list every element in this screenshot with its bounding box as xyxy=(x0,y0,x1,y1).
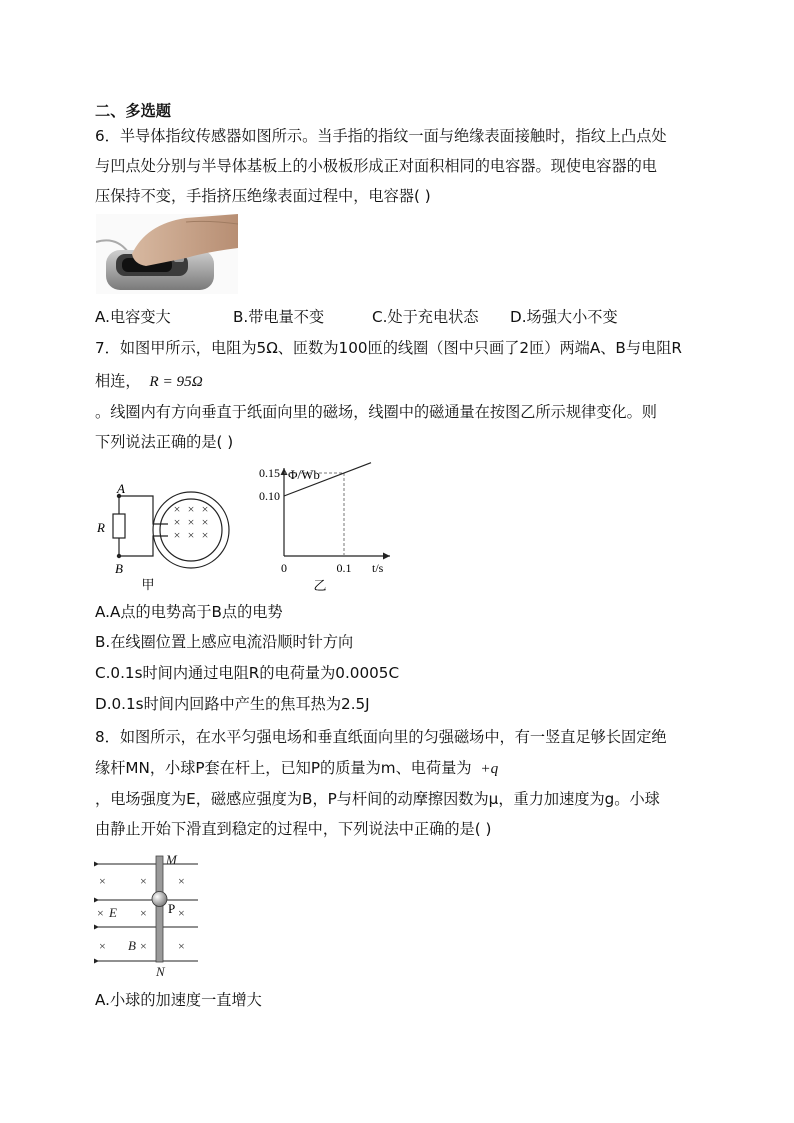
q7-resistance-formula: R = 95Ω xyxy=(149,373,203,390)
q7-option-d: D.0.1s时间内回路中产生的焦耳热为2.5J xyxy=(95,695,370,713)
q8-line-2 xyxy=(95,758,498,779)
q6-option-c: C.处于充电状态 xyxy=(372,308,479,326)
field-rod-figure xyxy=(94,850,206,978)
q7-option-b: B.在线圈位置上感应电流沿顺时针方向 xyxy=(95,633,354,651)
caption-yi: 乙 xyxy=(313,578,327,592)
q7-line-3: 。线圈内有方向垂直于纸面向里的磁场，线圈中的磁通量在按图乙所示规律变化。则 xyxy=(95,403,657,421)
field-x-mark: × xyxy=(201,528,209,542)
q6-option-a: A.电容变大 xyxy=(95,308,171,326)
label-n: N xyxy=(156,964,165,978)
field-x-mark: × xyxy=(187,502,195,516)
field-x-mark: × xyxy=(178,939,185,953)
field-x-mark: × xyxy=(140,906,147,920)
field-x-mark: × xyxy=(187,515,195,529)
q6-line-2: 与凹点处分别与半导体基板上的小极板形成正对面积相同的电容器。现使电容器的电 xyxy=(95,157,657,175)
label-p: P xyxy=(168,901,176,916)
field-x-mark: × xyxy=(201,502,209,516)
q8-line-1: 8．如图所示，在水平匀强电场和垂直纸面向里的匀强磁场中，有一竖直足够长固定绝 xyxy=(95,728,667,746)
label-e: E xyxy=(109,905,117,920)
field-x-mark: × xyxy=(97,906,104,920)
field-x-mark: × xyxy=(99,939,106,953)
y-tick-label: 0.15 xyxy=(259,466,280,480)
fingerprint-sensor-photo xyxy=(96,214,238,294)
y-tick-label: 0.10 xyxy=(259,489,280,503)
flux-graph-yi xyxy=(250,462,400,592)
field-x-mark: × xyxy=(178,906,185,920)
field-x-mark: × xyxy=(140,939,147,953)
q6-line-3: 压保持不变，手指挤压绝缘表面过程中，电容器( ) xyxy=(95,187,431,205)
q8-option-a: A.小球的加速度一直增大 xyxy=(95,991,262,1009)
label-b: B xyxy=(115,561,123,576)
q7-option-c: C.0.1s时间内通过电阻R的电荷量为0.0005C xyxy=(95,664,400,682)
q8-line-3: ，电场强度为E，磁感应强度为B，P与杆间的动摩擦因数为μ，重力加速度为g。小球 xyxy=(95,790,660,808)
label-a: A xyxy=(117,484,125,496)
field-x-mark: × xyxy=(173,502,181,516)
q6-line-1: 6．半导体指纹传感器如图所示。当手指的指纹一面与绝缘表面接触时，指纹上凸点处 xyxy=(95,127,667,145)
field-x-mark: × xyxy=(140,874,147,888)
q7-option-a: A.A点的电势高于B点的电势 xyxy=(95,603,283,621)
section-title: 二、多选题 xyxy=(95,102,171,120)
label-b: B xyxy=(128,938,136,953)
q7-line-4: 下列说法正确的是( ) xyxy=(95,433,234,451)
x-tick-label: 0.1 xyxy=(336,561,352,575)
field-x-mark: × xyxy=(201,515,209,529)
q6-option-b: B.带电量不变 xyxy=(233,308,325,326)
field-x-mark: × xyxy=(99,874,106,888)
field-x-mark: × xyxy=(173,528,181,542)
field-x-mark: × xyxy=(178,874,185,888)
caption-jia: 甲 xyxy=(141,577,155,592)
label-m: M xyxy=(166,852,177,867)
q8-line-4: 由静止开始下滑直到稳定的过程中，下列说法中正确的是( ) xyxy=(95,820,492,838)
q8-charge-formula: +q xyxy=(480,760,499,777)
q7-line-1: 7．如图甲所示，电阻为5Ω、匝数为100匝的线圈（图中只画了2匝）两端A、B与电阻R xyxy=(95,339,682,357)
x-axis-label: t/s xyxy=(372,561,384,575)
field-x-mark: × xyxy=(187,528,195,542)
circuit-figure-jia xyxy=(93,484,243,592)
q6-option-d: D.场强大小不变 xyxy=(510,308,618,326)
q8-line-2-text: 缘杆MN，小球P套在杆上，已知P的质量为m、电荷量为 xyxy=(95,759,472,777)
label-r: R xyxy=(97,520,105,535)
field-x-mark: × xyxy=(173,515,181,529)
x-tick-label: 0 xyxy=(281,561,287,575)
q7-line-2-text: 相连， xyxy=(95,372,141,390)
q7-line-2 xyxy=(95,371,203,392)
y-axis-label: Φ/Wb xyxy=(288,467,320,482)
